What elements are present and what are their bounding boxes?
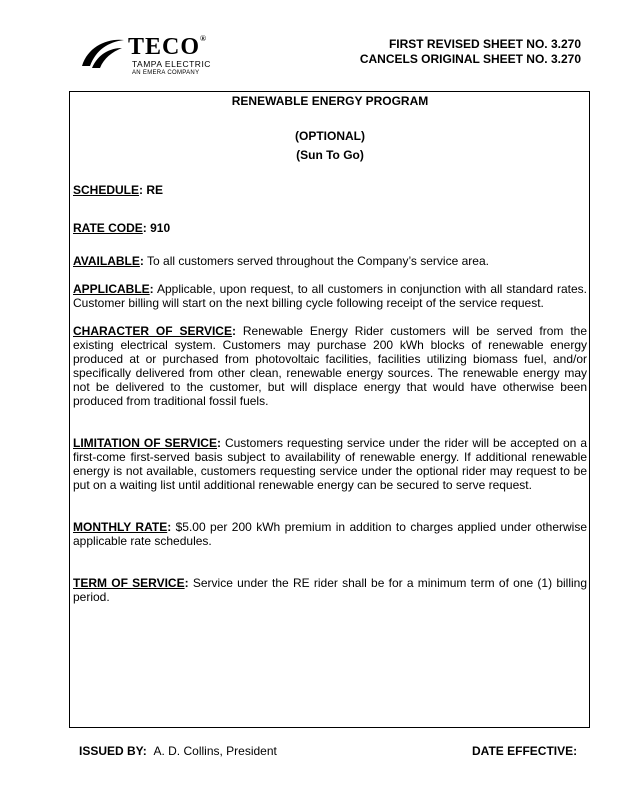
issued-by-value: A. D. Collins, President <box>153 744 277 758</box>
issued-by-label: ISSUED BY: <box>79 744 147 758</box>
date-effective-label: DATE EFFECTIVE: <box>472 744 578 758</box>
issued-by <box>79 744 277 758</box>
logo-registered-mark: ® <box>200 34 207 43</box>
monthly-rate-colon: : <box>167 520 172 534</box>
applicable-text: Applicable, upon request, to all customers in conjunction with all standard rates. Customer billing will start on the next billing cycle following receipt of the service request. <box>73 282 587 310</box>
rate-code-label: RATE CODE <box>73 221 143 235</box>
rate-code-value: : 910 <box>142 221 171 235</box>
monthly-rate-text: $5.00 per 200 kWh premium in addition to charges applied under otherwise applicable rate schedules. <box>73 520 587 548</box>
term-section <box>73 576 587 604</box>
sheet-cancels: CANCELS ORIGINAL SHEET NO. 3.270 <box>359 52 581 66</box>
teco-swoosh-logo-icon <box>78 36 126 72</box>
monthly-rate-label: MONTHLY RATE <box>73 520 168 534</box>
sheet-number: FIRST REVISED SHEET NO. 3.270 <box>388 37 581 51</box>
available-colon: : <box>139 254 144 268</box>
applicable-section <box>73 282 587 310</box>
term-text: Service under the RE rider shall be for a minimum term of one (1) billing period. <box>73 576 588 604</box>
schedule-value: : RE <box>139 183 164 197</box>
available-text: To all customers served throughout the Company’s service area. <box>143 254 489 268</box>
document-subtitle-program: (Sun To Go) <box>296 148 364 162</box>
logo-brand: TECO® <box>128 34 207 60</box>
schedule-label: SCHEDULE <box>73 183 140 197</box>
limitation-label: LIMITATION OF SERVICE <box>73 436 217 450</box>
document-body <box>73 94 587 604</box>
rate-code-line <box>73 221 587 235</box>
limitation-section <box>73 436 587 492</box>
document-subtitle-optional: (OPTIONAL) <box>295 129 365 143</box>
limitation-colon: : <box>216 436 221 450</box>
schedule-line <box>73 183 587 197</box>
applicable-label: APPLICABLE <box>73 282 150 296</box>
teco-logo <box>78 34 248 80</box>
monthly-rate-section <box>73 520 587 548</box>
character-label: CHARACTER OF SERVICE <box>73 324 232 338</box>
term-colon: : <box>184 576 189 590</box>
available-label: AVAILABLE <box>73 254 140 268</box>
applicable-colon: : <box>149 282 154 296</box>
character-colon: : <box>231 324 236 338</box>
logo-tagline: AN EMERA COMPANY <box>132 70 200 76</box>
available-section <box>73 254 587 268</box>
character-section <box>73 324 587 408</box>
document-title: RENEWABLE ENERGY PROGRAM <box>231 94 429 108</box>
term-label: TERM OF SERVICE <box>73 576 185 590</box>
sheet-info <box>360 37 581 67</box>
character-text: Renewable Energy Rider customers will be served from the existing electrical system. Customers may purchase 200 kWh blocks of renewable energy produced at or purchased from photovoltaic facilities, facilities utilizing biomass fuel, and/or specifically delivered from other clean, renewable energy sources. The renewable energy may not be delivered to the customer, but will displace energy that would have otherwise been produced from traditional fossil fuels. <box>73 324 588 408</box>
limitation-text: Customers requesting service under the rider will be accepted on a first-come first-served basis subject to availability of renewable energy. If additional renewable energy is not available, customers requesting service under the optional rider may request to be put on a waiting list until additional renewable energy can be secured to serve request. <box>73 436 588 492</box>
logo-subtitle: TAMPA ELECTRIC <box>132 59 211 69</box>
